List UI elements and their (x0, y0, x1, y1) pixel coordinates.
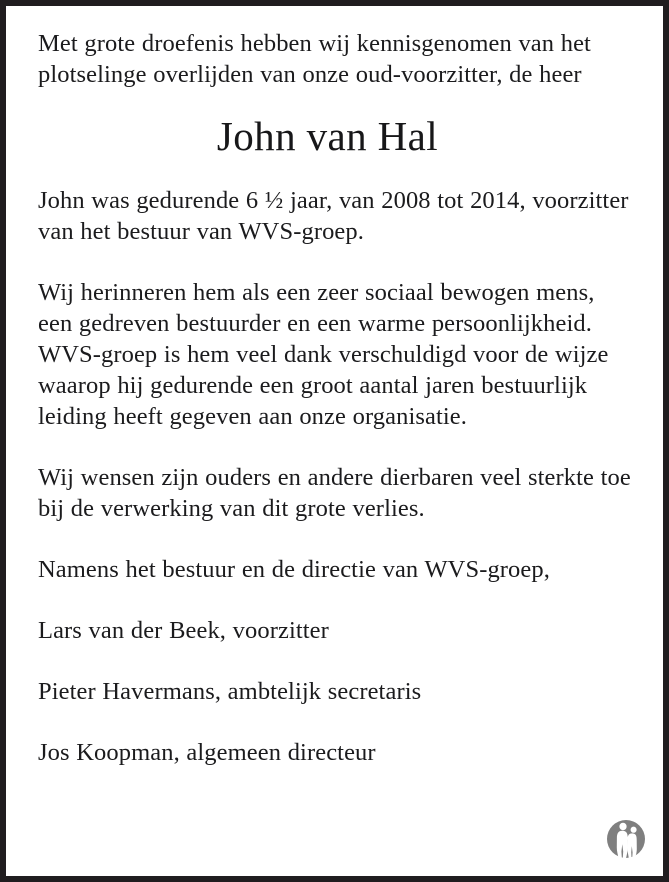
embracing-figures-logo-icon (602, 816, 650, 864)
notice-content (6, 6, 663, 876)
signatory-secretary: Pieter Havermans, ambtelijk secretaris (38, 678, 422, 705)
paragraph-remembrance: Wij herinneren hem als een zeer sociaal bewogen mens, een gedreven bestuurder en een warme persoonlijkheid. WVS-groep is hem veel dank verschuldigd voor de wijze waarop hij gedurende een groot aantal jaren bestuurlijk leiding heeft gegeven aan onze organisatie. (38, 279, 609, 430)
signature-on-behalf-of: Namens het bestuur en de directie van WVS-groep, (38, 556, 550, 583)
deceased-name-heading: John van Hal (216, 113, 439, 159)
signatory-chairman: Lars van der Beek, voorzitter (38, 617, 329, 644)
paragraph-condolence: Wij wensen zijn ouders en andere dierbaren veel sterkte toe bij de verwerking van dit grote verlies. (38, 464, 631, 522)
intro-paragraph: Met grote droefenis hebben wij kennisgenomen van het plotselinge overlijden van onze oud-voorzitter, de heer (38, 30, 591, 88)
paragraph-tenure: John was gedurende 6 ½ jaar, van 2008 tot 2014, voorzitter van het bestuur van WVS-groep. (38, 187, 629, 245)
signatory-director: Jos Koopman, algemeen directeur (38, 739, 376, 766)
